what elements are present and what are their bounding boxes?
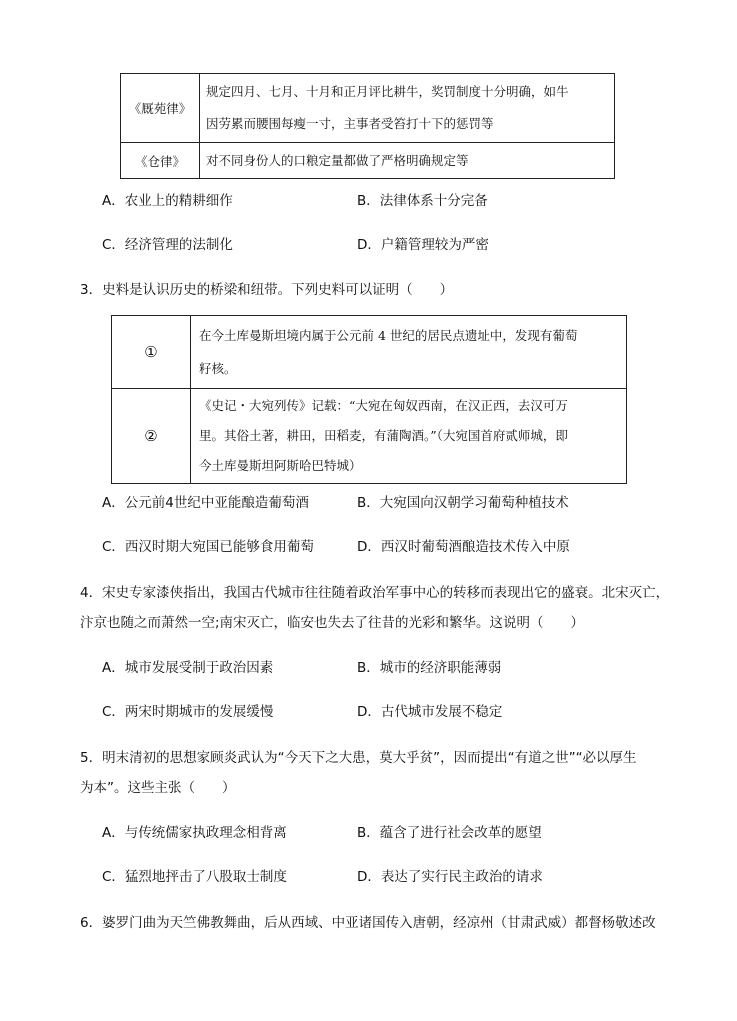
table-cell-index: ②: [112, 389, 191, 484]
q5-stem-line: 为本”。这些主张（ ）: [80, 780, 236, 796]
q5-option-b[interactable]: B．蕴含了进行社会改革的愿望: [357, 825, 542, 841]
table-text-line: 《史记・大宛列传》记载：“大宛在匈奴西南，在汉正西，去汉可万: [199, 398, 568, 413]
table-row: [112, 389, 627, 484]
q4-option-d[interactable]: D．古代城市发展不稳定: [357, 704, 503, 720]
q2-option-a[interactable]: A．农业上的精耕细作: [102, 193, 233, 209]
table-cell-name: 《厩苑律》: [121, 74, 200, 143]
q5-option-a[interactable]: A．与传统儒家执政理念相背离: [102, 825, 287, 841]
q6-stem: 6．婆罗门曲为天竺佛教舞曲，后从西域、中亚诸国传入唐朝，经凉州（甘肃武威）都督杨敬述改: [80, 915, 656, 931]
q3-option-d[interactable]: D．西汉时葡萄酒酿造技术传入中原: [357, 539, 570, 555]
table-text-line: 籽核。: [199, 361, 237, 376]
q5-option-d[interactable]: D．表达了实行民主政治的请求: [357, 869, 543, 885]
q2-table: [120, 73, 615, 179]
q5-stem-line: 5．明末清初的思想家顾炎武认为“今天下之大患，莫大乎贫”，因而提出“有道之世”“必以厚生: [80, 750, 637, 766]
table-text-line: 在今土库曼斯坦境内属于公元前 4 世纪的居民点遗址中，发现有葡萄: [199, 328, 578, 343]
q3-option-b[interactable]: B．大宛国向汉朝学习葡萄种植技术: [357, 495, 569, 511]
table-text-line: 里。其俗土著，耕田，田稻麦，有蒲陶酒。”（大宛国首府贰师城，即: [199, 428, 568, 443]
table-cell-text: [191, 316, 627, 389]
table-cell-text: [200, 74, 615, 143]
q2-option-b[interactable]: B．法律体系十分完备: [357, 193, 488, 209]
q4-option-c[interactable]: C．两宋时期城市的发展缓慢: [102, 704, 274, 720]
q4-option-a[interactable]: A．城市发展受制于政治因素: [102, 660, 274, 676]
table-cell-index: ①: [112, 316, 191, 389]
table-cell-name: 《仓律》: [121, 143, 200, 179]
table-text-line: 今土库曼斯坦阿斯哈巴特城）: [199, 458, 362, 473]
table-text-line: 对不同身份人的口粮定量都做了严格明确规定等: [206, 152, 469, 168]
q4-stem-line: 4．宋史专家漆侠指出，我国古代城市往往随着政治军事中心的转移而表现出它的盛衰。北宋灭亡，: [80, 585, 670, 601]
table-row: [121, 74, 615, 143]
table-cell-text: [200, 143, 615, 179]
q3-stem: 3．史料是认识历史的桥梁和纽带。下列史料可以证明（ ）: [80, 282, 454, 298]
q5-option-c[interactable]: C．猛烈地抨击了八股取士制度: [102, 869, 287, 885]
q2-option-c[interactable]: C．经济管理的法制化: [102, 237, 233, 253]
table-text-line: 规定四月、七月、十月和正月评比耕牛，奖罚制度十分明确，如牛: [206, 84, 569, 99]
q4-option-b[interactable]: B．城市的经济职能薄弱: [357, 660, 502, 676]
table-text-line: 因劳累而腰围每瘦一寸，主事者受笞打十下的惩罚等: [206, 116, 494, 131]
q3-table: [111, 315, 627, 484]
table-row: [121, 143, 615, 179]
q3-option-a[interactable]: A．公元前4世纪中亚能酿造葡萄酒: [102, 495, 309, 511]
q2-option-d[interactable]: D．户籍管理较为严密: [357, 237, 489, 253]
q3-option-c[interactable]: C．西汉时期大宛国已能够食用葡萄: [102, 539, 314, 555]
table-cell-text: [191, 389, 627, 484]
table-row: [112, 316, 627, 389]
q4-stem-line: 汴京也随之而萧然一空;南宋灭亡，临安也失去了往昔的光彩和繁华。这说明（ ）: [80, 615, 585, 631]
